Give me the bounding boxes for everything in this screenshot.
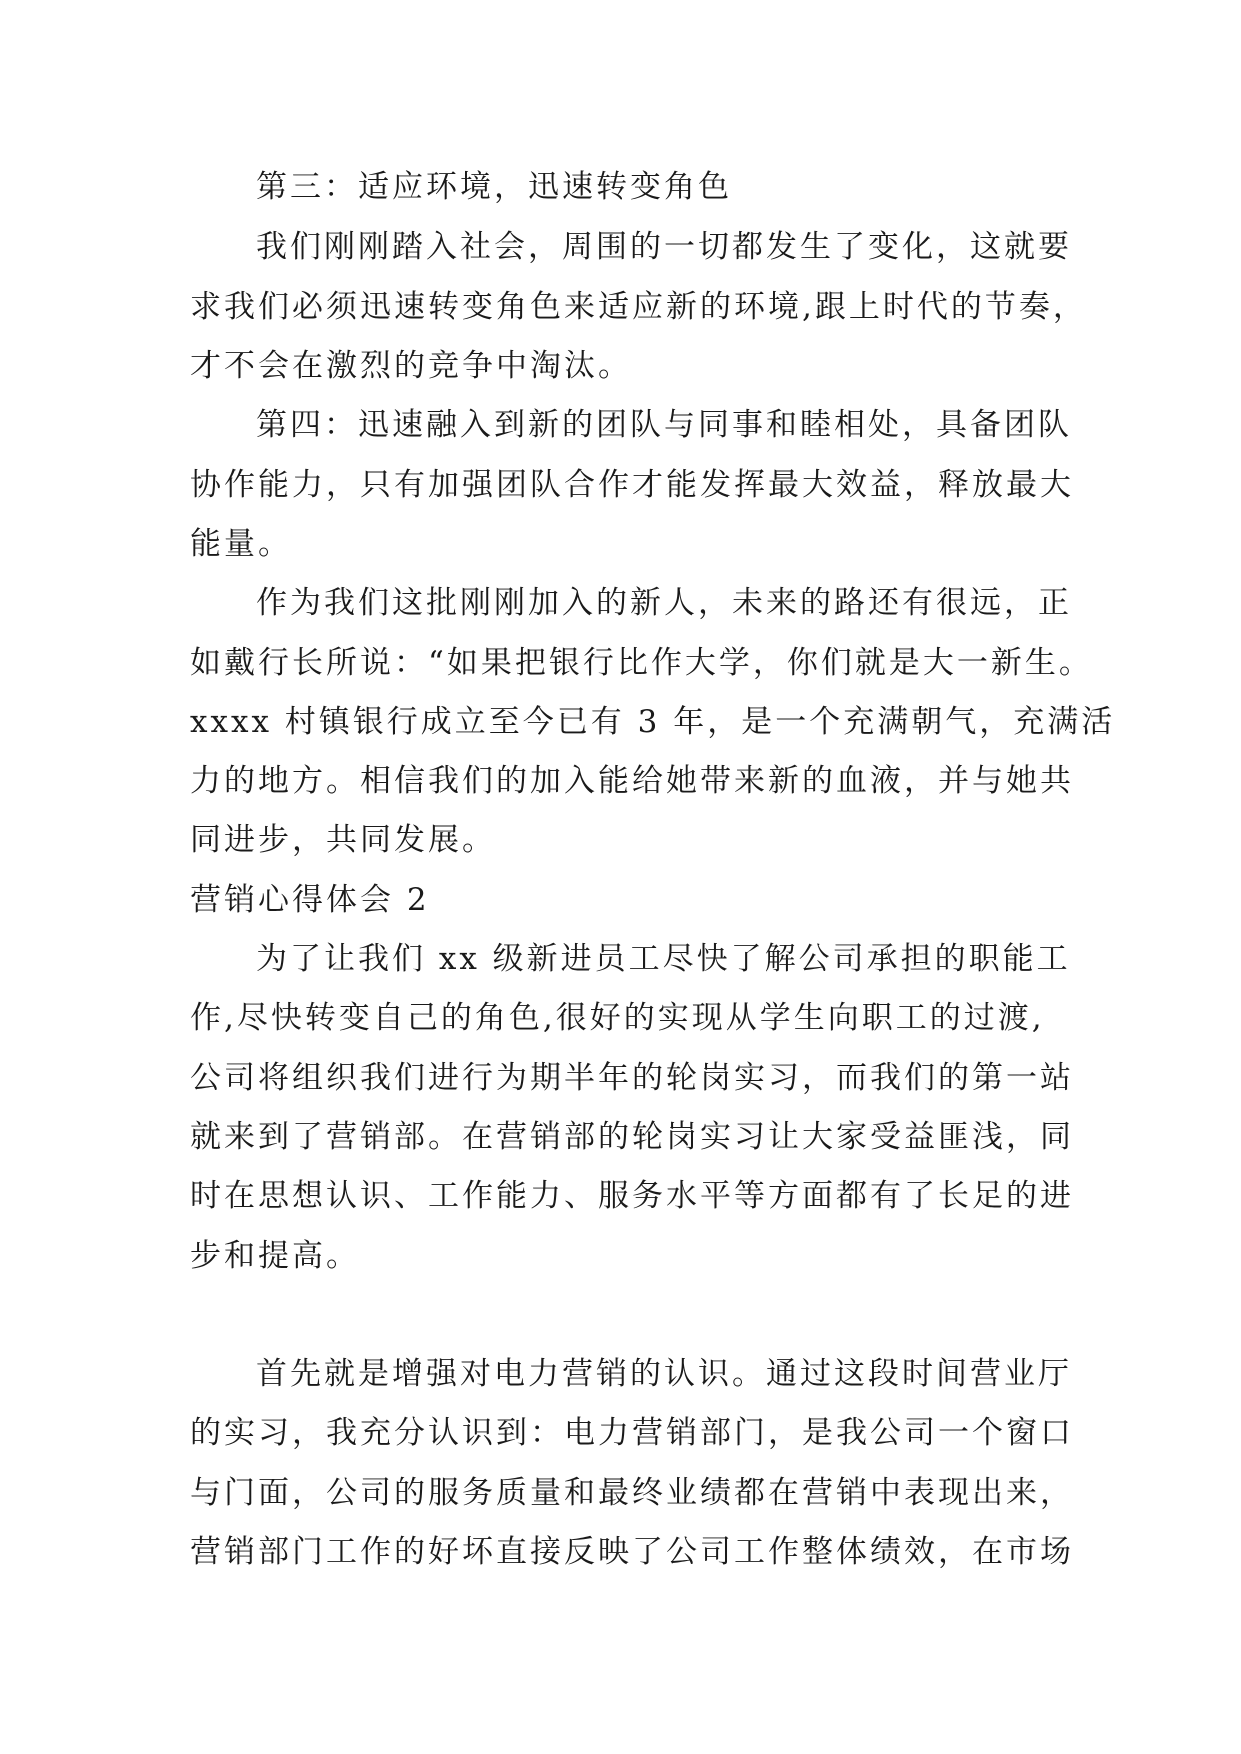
text-line: xxxx 村镇银行成立至今已有 3 年，是一个充满朝气，充满活 (190, 704, 1116, 740)
text-line: 首先就是增强对电力营销的认识。通过这段时间营业厅 (256, 1356, 1072, 1392)
text-line: 的实习，我充分认识到：电力营销部门，是我公司一个窗口 (190, 1415, 1074, 1451)
text-line: 能量。 (190, 526, 292, 562)
paragraph-heading-third: 第三：适应环境，迅速转变角色 (256, 169, 732, 205)
text-line: 才不会在激烈的竞争中淘汰。 (190, 348, 632, 384)
section-title: 营销心得体会 2 (190, 882, 430, 918)
text-line: 力的地方。相信我们的加入能给她带来新的血液，并与她共 (190, 763, 1074, 799)
text-line: 步和提高。 (190, 1238, 360, 1274)
paragraph-heading-fourth: 第四：迅速融入到新的团队与同事和睦相处，具备团队 (256, 407, 1072, 443)
text-line: 作,尽快转变自己的角色,很好的实现从学生向职工的过渡, (190, 1000, 1045, 1036)
text-line: 为了让我们 xx 级新进员工尽快了解公司承担的职能工 (256, 941, 1071, 977)
text-line: 与门面，公司的服务质量和最终业绩都在营销中表现出来， (190, 1475, 1074, 1511)
text-line: 求我们必须迅速转变角色来适应新的环境,跟上时代的节奏， (190, 289, 1087, 325)
text-line: 时在思想认识、工作能力、服务水平等方面都有了长足的进 (190, 1178, 1074, 1214)
text-line: 如戴行长所说：“如果把银行比作大学，你们就是大一新生。 (190, 645, 1093, 681)
text-line: 协作能力，只有加强团队合作才能发挥最大效益，释放最大 (190, 467, 1074, 503)
text-line: 公司将组织我们进行为期半年的轮岗实习，而我们的第一站 (190, 1060, 1074, 1096)
text-line: 作为我们这批刚刚加入的新人，未来的路还有很远，正 (256, 585, 1072, 621)
text-line: 就来到了营销部。在营销部的轮岗实习让大家受益匪浅，同 (190, 1119, 1074, 1155)
text-line: 我们刚刚踏入社会，周围的一切都发生了变化，这就要 (256, 229, 1072, 265)
text-line: 营销部门工作的好坏直接反映了公司工作整体绩效，在市场 (190, 1534, 1074, 1570)
text-line: 同进步，共同发展。 (190, 822, 496, 858)
